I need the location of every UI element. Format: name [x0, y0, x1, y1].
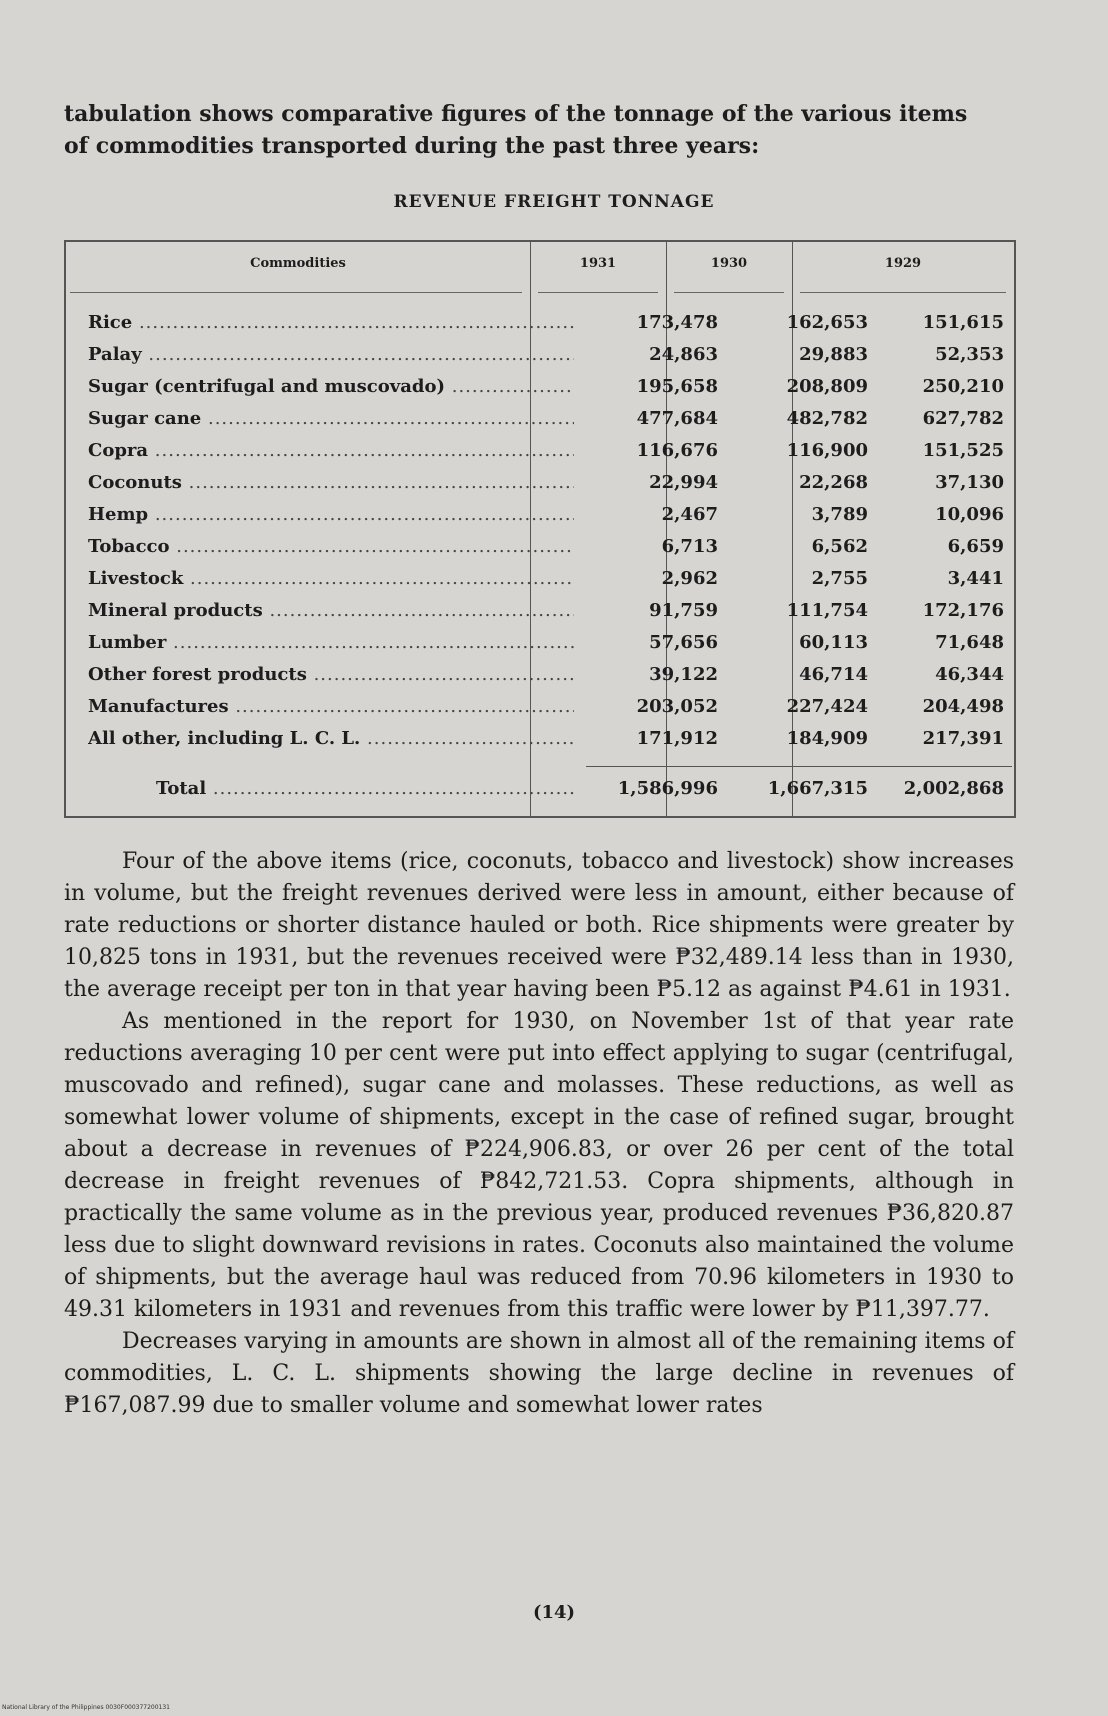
- commodity-label: Rice .....: [88, 312, 574, 333]
- table-row: [66, 696, 1014, 728]
- header-commodities: Commodities: [250, 256, 346, 271]
- paragraph: As mentioned in the report for 1930, on November 1st of that year rate reductions averaging 10 per cent were put into effect applying to sugar (centrifugal, muscovado and refined), sugar cane and molasses. These reductions, as well as somewhat lower volume of shipments, except in the case of refined sugar, brought about a decrease in revenues of ₱224,906.83, or over 26 per cent of the total decrease in freight revenues of ₱842,721.53. Copra shipments, although in practically the same volume as in the previous year, produced revenues ₱36,820.87 less due to slight downward revisions in rates. Coconuts also maintained the volume of shipments, but the average haul was reduced from 70.96 kilometers in 1930 to 49.31 kilometers in 1931 and revenues from this traffic were lower by ₱11,397.77.: [64, 1009, 1014, 1322]
- header-1930: 1930: [710, 256, 748, 271]
- value-1929: 204,498: [922, 696, 1004, 717]
- table-row: [66, 472, 1014, 504]
- total-1931: 1,586,996: [617, 778, 718, 799]
- revenue-freight-table: [64, 240, 1016, 818]
- page-number: (14): [532, 1602, 576, 1623]
- table-row: [66, 728, 1014, 760]
- value-1929: 3,441: [947, 568, 1004, 589]
- value-1930: 482,782: [786, 408, 868, 429]
- value-1931: 171,912: [636, 728, 718, 749]
- value-1930: 162,653: [786, 312, 868, 333]
- value-1929: 10,096: [935, 504, 1004, 525]
- value-1931: 477,684: [636, 408, 718, 429]
- table-row: [66, 568, 1014, 600]
- header-1931: 1931: [579, 256, 617, 271]
- intro-line: tabulation shows comparative figures of the tonnage of the various items: [64, 101, 968, 127]
- value-1930: 208,809: [786, 376, 868, 397]
- value-1931: 2,962: [661, 568, 718, 589]
- value-1930: 3,789: [811, 504, 868, 525]
- table-row: [66, 312, 1014, 344]
- header-rule: [800, 292, 1006, 293]
- commodity-label: Tobacco .....: [88, 536, 574, 557]
- paragraph: Decreases varying in amounts are shown in almost all of the remaining items of commodities, L. C. L. shipments showing the large decline in revenues of ₱167,087.99 due to smaller volume and somewhat lower rates: [64, 1329, 1014, 1418]
- table-row: [66, 440, 1014, 472]
- value-1929: 6,659: [947, 536, 1004, 557]
- value-1929: 46,344: [935, 664, 1004, 685]
- value-1930: 2,755: [811, 568, 868, 589]
- value-1931: 195,658: [636, 376, 718, 397]
- value-1930: 22,268: [799, 472, 868, 493]
- value-1931: 22,994: [649, 472, 718, 493]
- commodity-label: Manufactures .....: [88, 696, 574, 717]
- value-1929: 37,130: [935, 472, 1004, 493]
- table-row: [66, 344, 1014, 376]
- intro-text: [64, 98, 1014, 162]
- total-rule: [586, 766, 1012, 767]
- table-row: [66, 504, 1014, 536]
- value-1931: 203,052: [636, 696, 718, 717]
- value-1930: 111,754: [786, 600, 868, 621]
- total-label: Total .....: [156, 778, 574, 799]
- value-1929: 217,391: [922, 728, 1004, 749]
- value-1929: 151,525: [922, 440, 1004, 461]
- value-1931: 24,863: [649, 344, 718, 365]
- value-1929: 52,353: [935, 344, 1004, 365]
- table-row: [66, 408, 1014, 440]
- value-1931: 57,656: [649, 632, 718, 653]
- value-1930: 116,900: [786, 440, 868, 461]
- header-rule: [70, 292, 522, 293]
- value-1931: 2,467: [661, 504, 718, 525]
- value-1931: 116,676: [636, 440, 718, 461]
- body-text: [64, 846, 1014, 1422]
- commodity-label: Sugar (centrifugal and muscovado) .....: [88, 376, 574, 397]
- footer-stamp: National Library of the Philippines 0030F000377200131: [2, 1704, 171, 1711]
- value-1931: 6,713: [661, 536, 718, 557]
- commodity-label: Sugar cane .....: [88, 408, 574, 429]
- value-1930: 60,113: [799, 632, 868, 653]
- value-1931: 91,759: [649, 600, 718, 621]
- value-1930: 6,562: [811, 536, 868, 557]
- value-1929: 172,176: [922, 600, 1004, 621]
- value-1929: 250,210: [922, 376, 1004, 397]
- value-1929: 627,782: [922, 408, 1004, 429]
- value-1930: 46,714: [799, 664, 868, 685]
- paragraph: Four of the above items (rice, coconuts, tobacco and livestock) show increases in volume, but the freight revenues derived were less in amount, either because of rate reductions or shorter distance hauled or both. Rice shipments were greater by 10,825 tons in 1931, but the revenues received were ₱32,489.14 less than in 1930, the average receipt per ton in that year having been ₱5.12 as against ₱4.61 in 1931.: [64, 849, 1014, 1002]
- commodity-label: Coconuts .....: [88, 472, 574, 493]
- table-title: REVENUE FREIGHT TONNAGE: [393, 192, 715, 212]
- value-1931: 39,122: [649, 664, 718, 685]
- value-1929: 151,615: [922, 312, 1004, 333]
- commodity-label: Other forest products .....: [88, 664, 574, 685]
- header-rule: [538, 292, 658, 293]
- value-1930: 227,424: [786, 696, 868, 717]
- commodity-label: All other, including L. C. L. .....: [88, 728, 574, 749]
- commodity-label: Livestock .....: [88, 568, 574, 589]
- table-body: [66, 312, 1014, 760]
- table-row: [66, 376, 1014, 408]
- value-1931: 173,478: [636, 312, 718, 333]
- table-row: [66, 600, 1014, 632]
- total-row: [66, 778, 1014, 810]
- total-1930: 1,667,315: [767, 778, 868, 799]
- commodity-label: Mineral products .....: [88, 600, 574, 621]
- table-row: [66, 632, 1014, 664]
- value-1929: 71,648: [935, 632, 1004, 653]
- intro-line: of commodities transported during the past three years:: [64, 133, 760, 159]
- header-rule: [674, 292, 784, 293]
- value-1930: 184,909: [786, 728, 868, 749]
- value-1930: 29,883: [799, 344, 868, 365]
- commodity-label: Copra .....: [88, 440, 574, 461]
- commodity-label: Hemp .....: [88, 504, 574, 525]
- commodity-label: Palay .....: [88, 344, 574, 365]
- header-1929: 1929: [884, 256, 922, 271]
- table-row: [66, 664, 1014, 696]
- table-row: [66, 536, 1014, 568]
- commodity-label: Lumber .....: [88, 632, 574, 653]
- total-1929: 2,002,868: [903, 778, 1004, 799]
